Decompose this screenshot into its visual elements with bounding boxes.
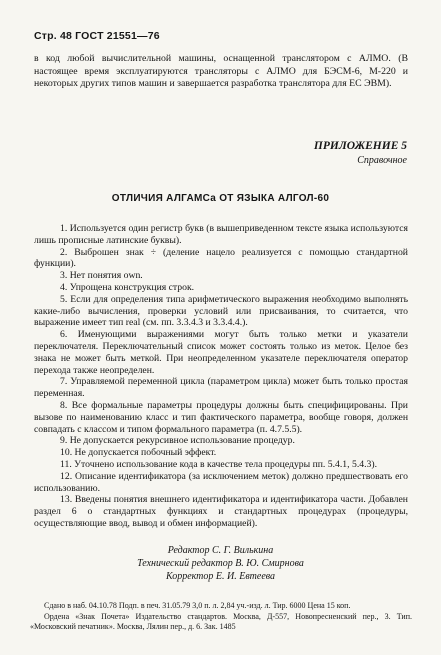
imprint-block [30, 601, 412, 633]
page-header: Стр. 48 ГОСТ 21551—76 [34, 30, 160, 42]
editor-line: Редактор С. Г. Вилькина [167, 545, 274, 556]
proofreader-line: Корректор Е. И. Евтеева [165, 571, 276, 582]
intro-paragraph: в код любой вычислительной машины, оснащенной транслятором с АЛМО. (В настоящее время эксплуатируются трансляторы с АЛМО для БЭСМ-6, М-220 и некоторых других типов машин и завершается разработка транслятора для ЕС ЭВМ). [34, 53, 408, 89]
list-item: 10. Не допускается побочный эффект. [60, 447, 217, 459]
list-item: 6. Именующими выражениями могут быть только метки и указатели переключателя. Переключательный список может состоять только из меток. Целое без знака не может быть меткой. При неопределенном указателе переключателя оператор перехода также неопределен. [34, 329, 408, 376]
list-item: 3. Нет понятия own. [60, 270, 143, 282]
list-item: 12. Описание идентификатора (за исключением меток) должно предшествовать его использованию. [34, 470, 408, 494]
print-info: Сдано в наб. 04.10.78 Подп. в печ. 31.05.79 3,0 п. л. 2,84 уч.-изд. л. Тир. 6000 Цена 15 коп. [44, 601, 351, 610]
list-item: 11. Уточнено использование кода в качестве тела процедуры пп. 5.4.1, 5.4.3). [60, 458, 378, 470]
list-item: 4. Упрощена конструкция строк. [60, 281, 195, 293]
list-item: 7. Управляемой переменной цикла (параметром цикла) может быть только простая переменная. [34, 376, 408, 400]
section-title: ОТЛИЧИЯ АЛГАМСа ОТ ЯЗЫКА АЛГОЛ-60 [111, 193, 330, 204]
tech-editor-line: Технический редактор В. Ю. Смирнова [137, 558, 304, 569]
differences-list [34, 223, 408, 530]
appendix-subtitle: Справочное [357, 155, 407, 166]
list-item: 8. Все формальные параметры процедуры должны быть специфицированы. При вызове по наименованию класс и тип фактического параметра, вообще говоря, должен совпадать с классом и типом формального параметра (п. 4.7.5.5). [34, 399, 408, 435]
publisher-info: Ордена «Знак Почета» Издательство стандартов. Москва, Д-557, Новопресненский пер., 3. Тип. «Московский печатник». Москва, Лялин пер., д. 6. Зак. 1485 [30, 611, 412, 631]
appendix-title: ПРИЛОЖЕНИЕ 5 [313, 140, 407, 152]
editors-block [0, 544, 441, 583]
list-item: 9. Не допускается рекурсивное использование процедур. [60, 435, 295, 447]
list-item: 2. Выброшен знак ÷ (деление нацело реализуется с помощью стандартной функции). [34, 246, 408, 270]
list-item: 13. Введены понятия внешнего идентификатора и идентификатора части. Добавлен раздел 6 о стандартных функциях и стандартных процедурах (процедуры, осуществляющие ввод, вывод и обмен информацией). [34, 494, 408, 529]
list-item: 5. Если для определения типа арифметического выражения необходимо выполнять какие-либо вычисления, проверки условий или присваивания, то считается, что выражение имеет тип real (см. пп. 3.3.4.3 и 3.3.4.4.). [34, 293, 408, 329]
list-item: 1. Используется один регистр букв (в вышеприведенном тексте языка используются лишь прописные латинские буквы). [34, 223, 408, 246]
